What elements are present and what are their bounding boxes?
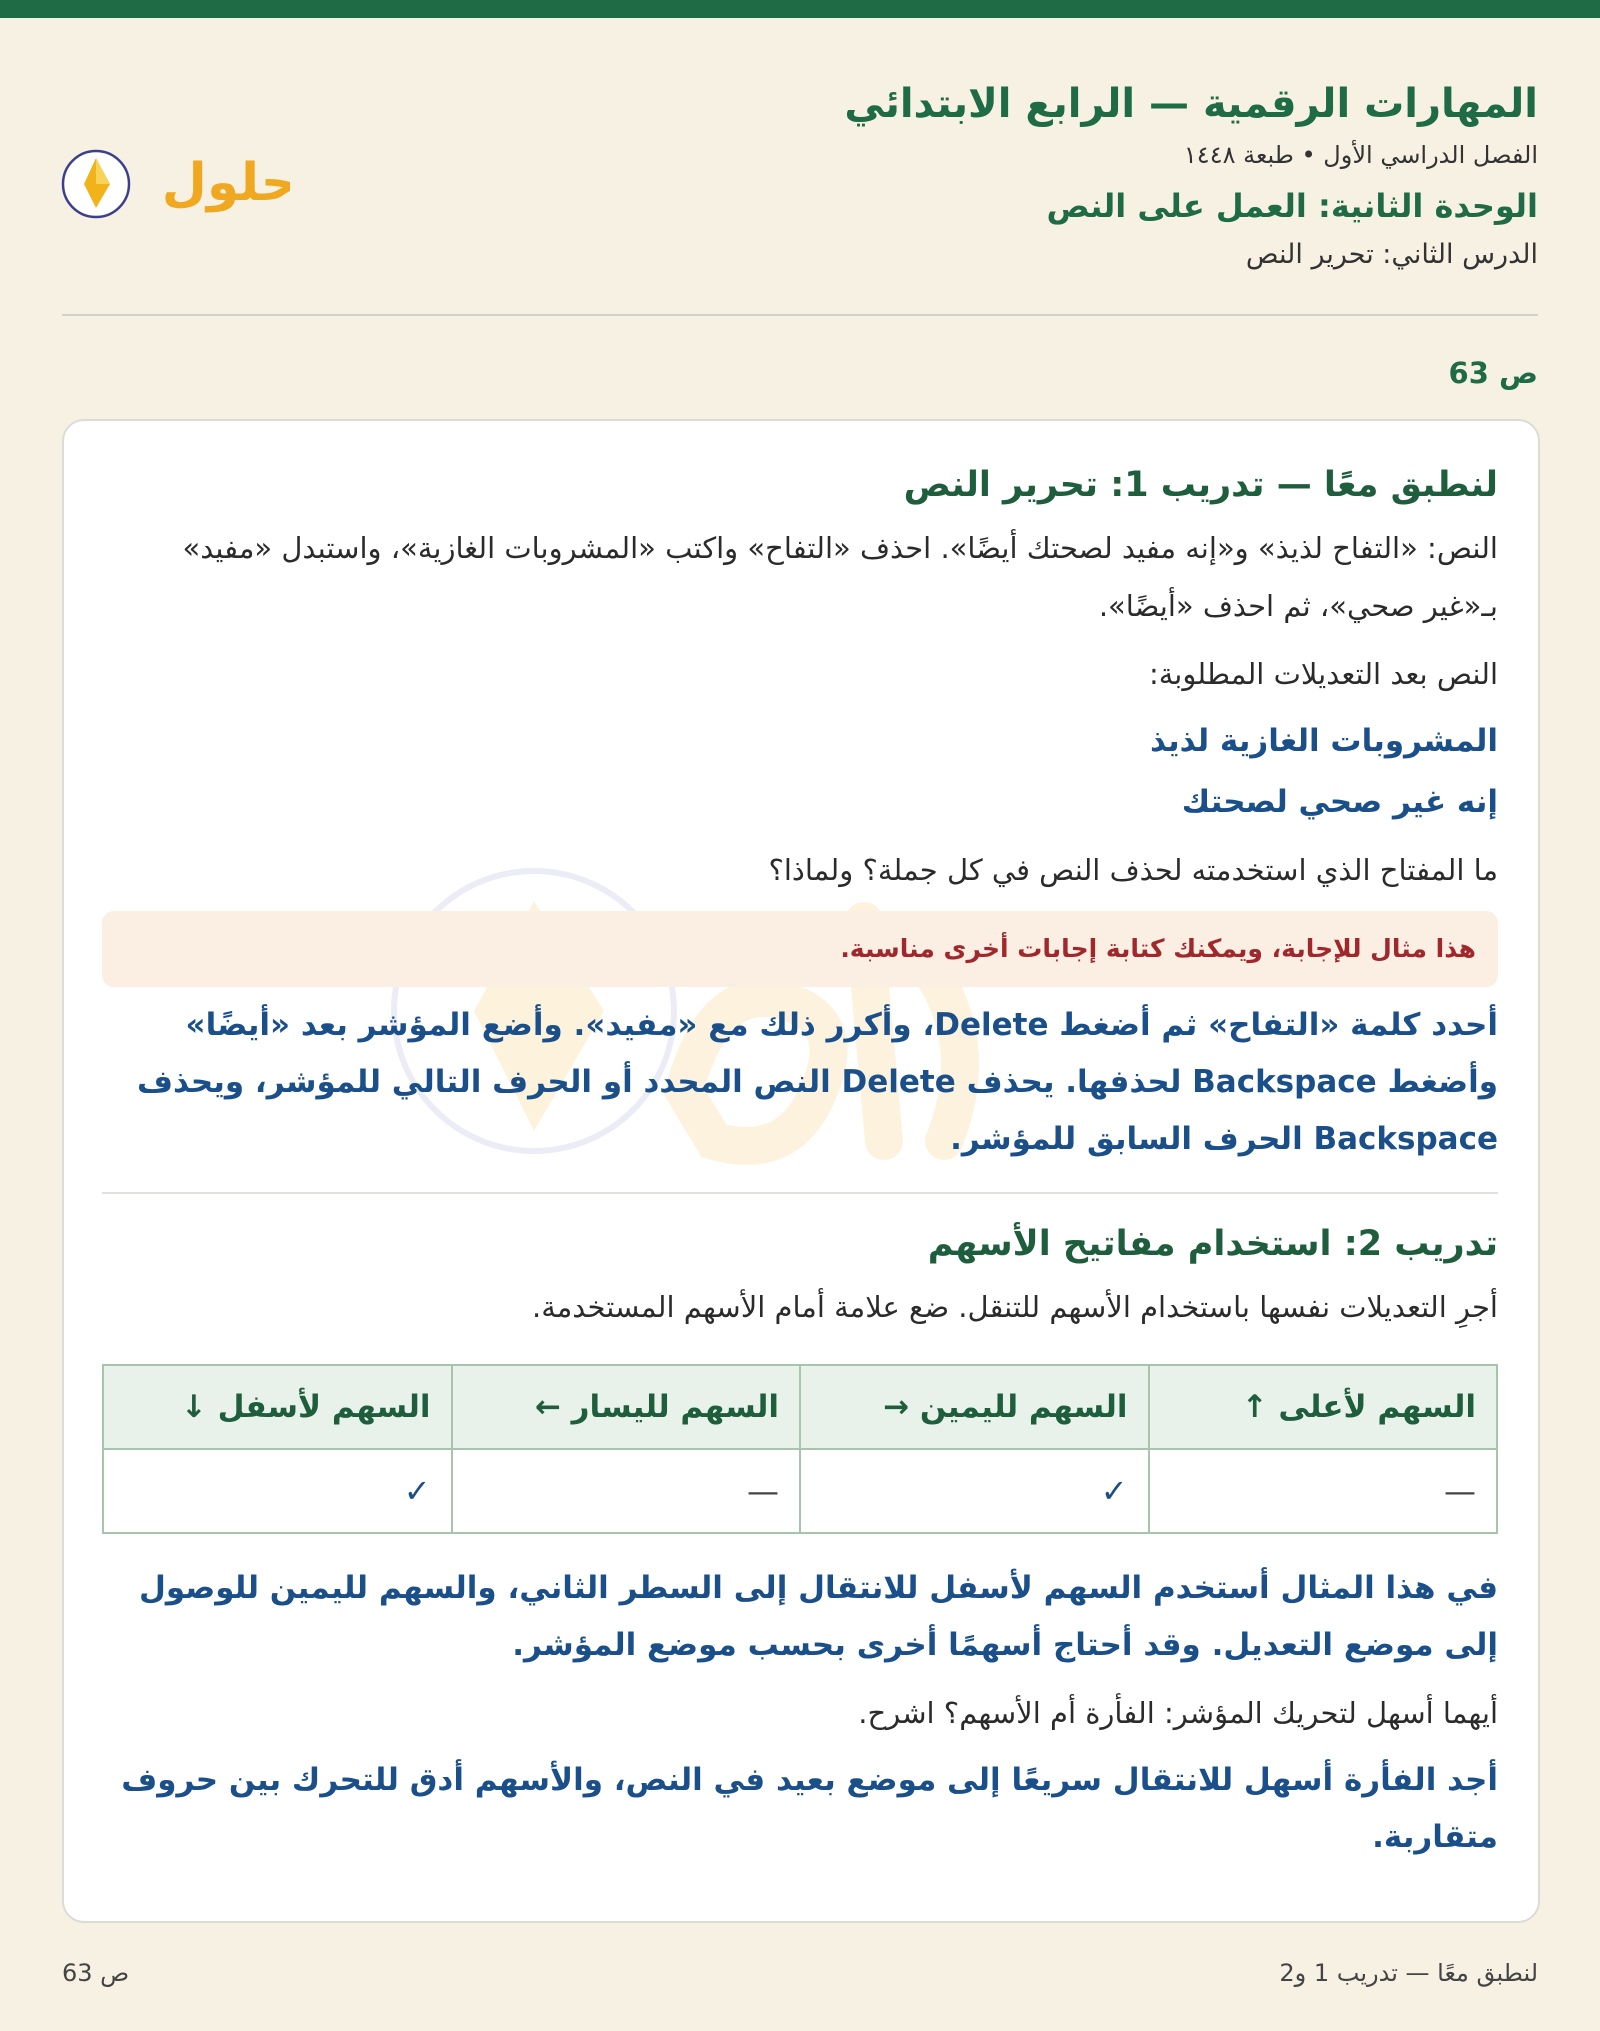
- result-line-2: إنه غير صحي لصحتك: [1181, 784, 1498, 820]
- after-edits-label: النص بعد التعديلات المطلوبة:: [1148, 657, 1498, 691]
- result-line-1: المشروبات الغازية لذيذ: [1150, 723, 1498, 759]
- header-left-arrow: السهم لليسار ←: [452, 1365, 801, 1449]
- exercise1-answer: أحدد كلمة «التفاح» ثم أضغط Delete، وأكرر ذلك مع «مفيد». وأضع المؤشر بعد «أيضًا» وأضغط Backspace لحذفها. يحذف Delete النص المحدد أو الحرف التالي للمؤشر، ويحذف Backspace الحرف السابق للمؤشر.: [136, 1007, 1498, 1157]
- header-up-arrow: السهم لأعلى ↑: [1149, 1365, 1498, 1449]
- header-divider: [62, 314, 1538, 316]
- mark-left-arrow: —: [452, 1449, 801, 1533]
- footer-section-label: لنطبق معًا — تدريب 1 و2: [1279, 1959, 1538, 1987]
- page-number: ص 63: [1448, 356, 1538, 390]
- exercise1-instruction: النص: «التفاح لذيذ» و«إنه مفيد لصحتك أيضًا». احذف «التفاح» واكتب «المشروبات الغازية»، واستبدل «مفيد» بـ«غير صحي»، ثم احذف «أيضًا».: [182, 531, 1498, 623]
- table-header-row: [103, 1365, 1497, 1449]
- arrow-keys-table: [102, 1364, 1498, 1534]
- page-header: [538, 78, 1538, 272]
- section-divider: [102, 1192, 1498, 1194]
- top-accent-bar: [0, 0, 1600, 18]
- exercise2-answer2: أجد الفأرة أسهل للانتقال سريعًا إلى موضع بعيد في النص، والأسهم أدق للتحرك بين حروف متقاربة.: [121, 1762, 1498, 1855]
- lesson-title: الدرس الثاني: تحرير النص: [1245, 239, 1538, 270]
- footer-page-number: ص 63: [62, 1959, 130, 1987]
- exercise1-question: ما المفتاح الذي استخدمته لحذف النص في كل جملة؟ ولماذا؟: [768, 853, 1498, 887]
- unit-title: الوحدة الثانية: العمل على النص: [1046, 187, 1538, 225]
- book-title: المهارات الرقمية — الرابع الابتدائي: [844, 81, 1538, 127]
- content-card: [62, 419, 1540, 1923]
- exercise1-heading: لنطبق معًا — تدريب 1: تحرير النص: [903, 465, 1498, 505]
- header-down-arrow: السهم لأسفل ↓: [103, 1365, 452, 1449]
- mark-down-arrow: ✓: [103, 1449, 452, 1533]
- exercise2-heading: تدريب 2: استخدام مفاتيح الأسهم: [927, 1224, 1498, 1264]
- mark-right-arrow: ✓: [800, 1449, 1149, 1533]
- exercise2-answer: في هذا المثال أستخدم السهم لأسفل للانتقال إلى السطر الثاني، والسهم لليمين للوصول إلى موضع التعديل. وقد أحتاج أسهمًا أخرى بحسب موضع المؤشر.: [138, 1570, 1498, 1663]
- header-right-arrow: السهم لليمين →: [800, 1365, 1149, 1449]
- exercise2-instruction: أجرِ التعديلات نفسها باستخدام الأسهم للتنقل. ضع علامة أمام الأسهم المستخدمة.: [532, 1290, 1498, 1324]
- exercise2-question: أيهما أسهل لتحريك المؤشر: الفأرة أم الأسهم؟ اشرح.: [858, 1696, 1498, 1730]
- sample-answer-note: هذا مثال للإجابة، ويمكنك كتابة إجابات أخرى مناسبة.: [102, 911, 1498, 987]
- logo-text: حلول: [161, 153, 290, 213]
- book-subtitle: الفصل الدراسي الأول • طبعة ١٤٤٨: [1183, 141, 1538, 169]
- mark-up-arrow: —: [1149, 1449, 1498, 1533]
- hulul-logo: [60, 140, 290, 220]
- table-row: [103, 1449, 1497, 1533]
